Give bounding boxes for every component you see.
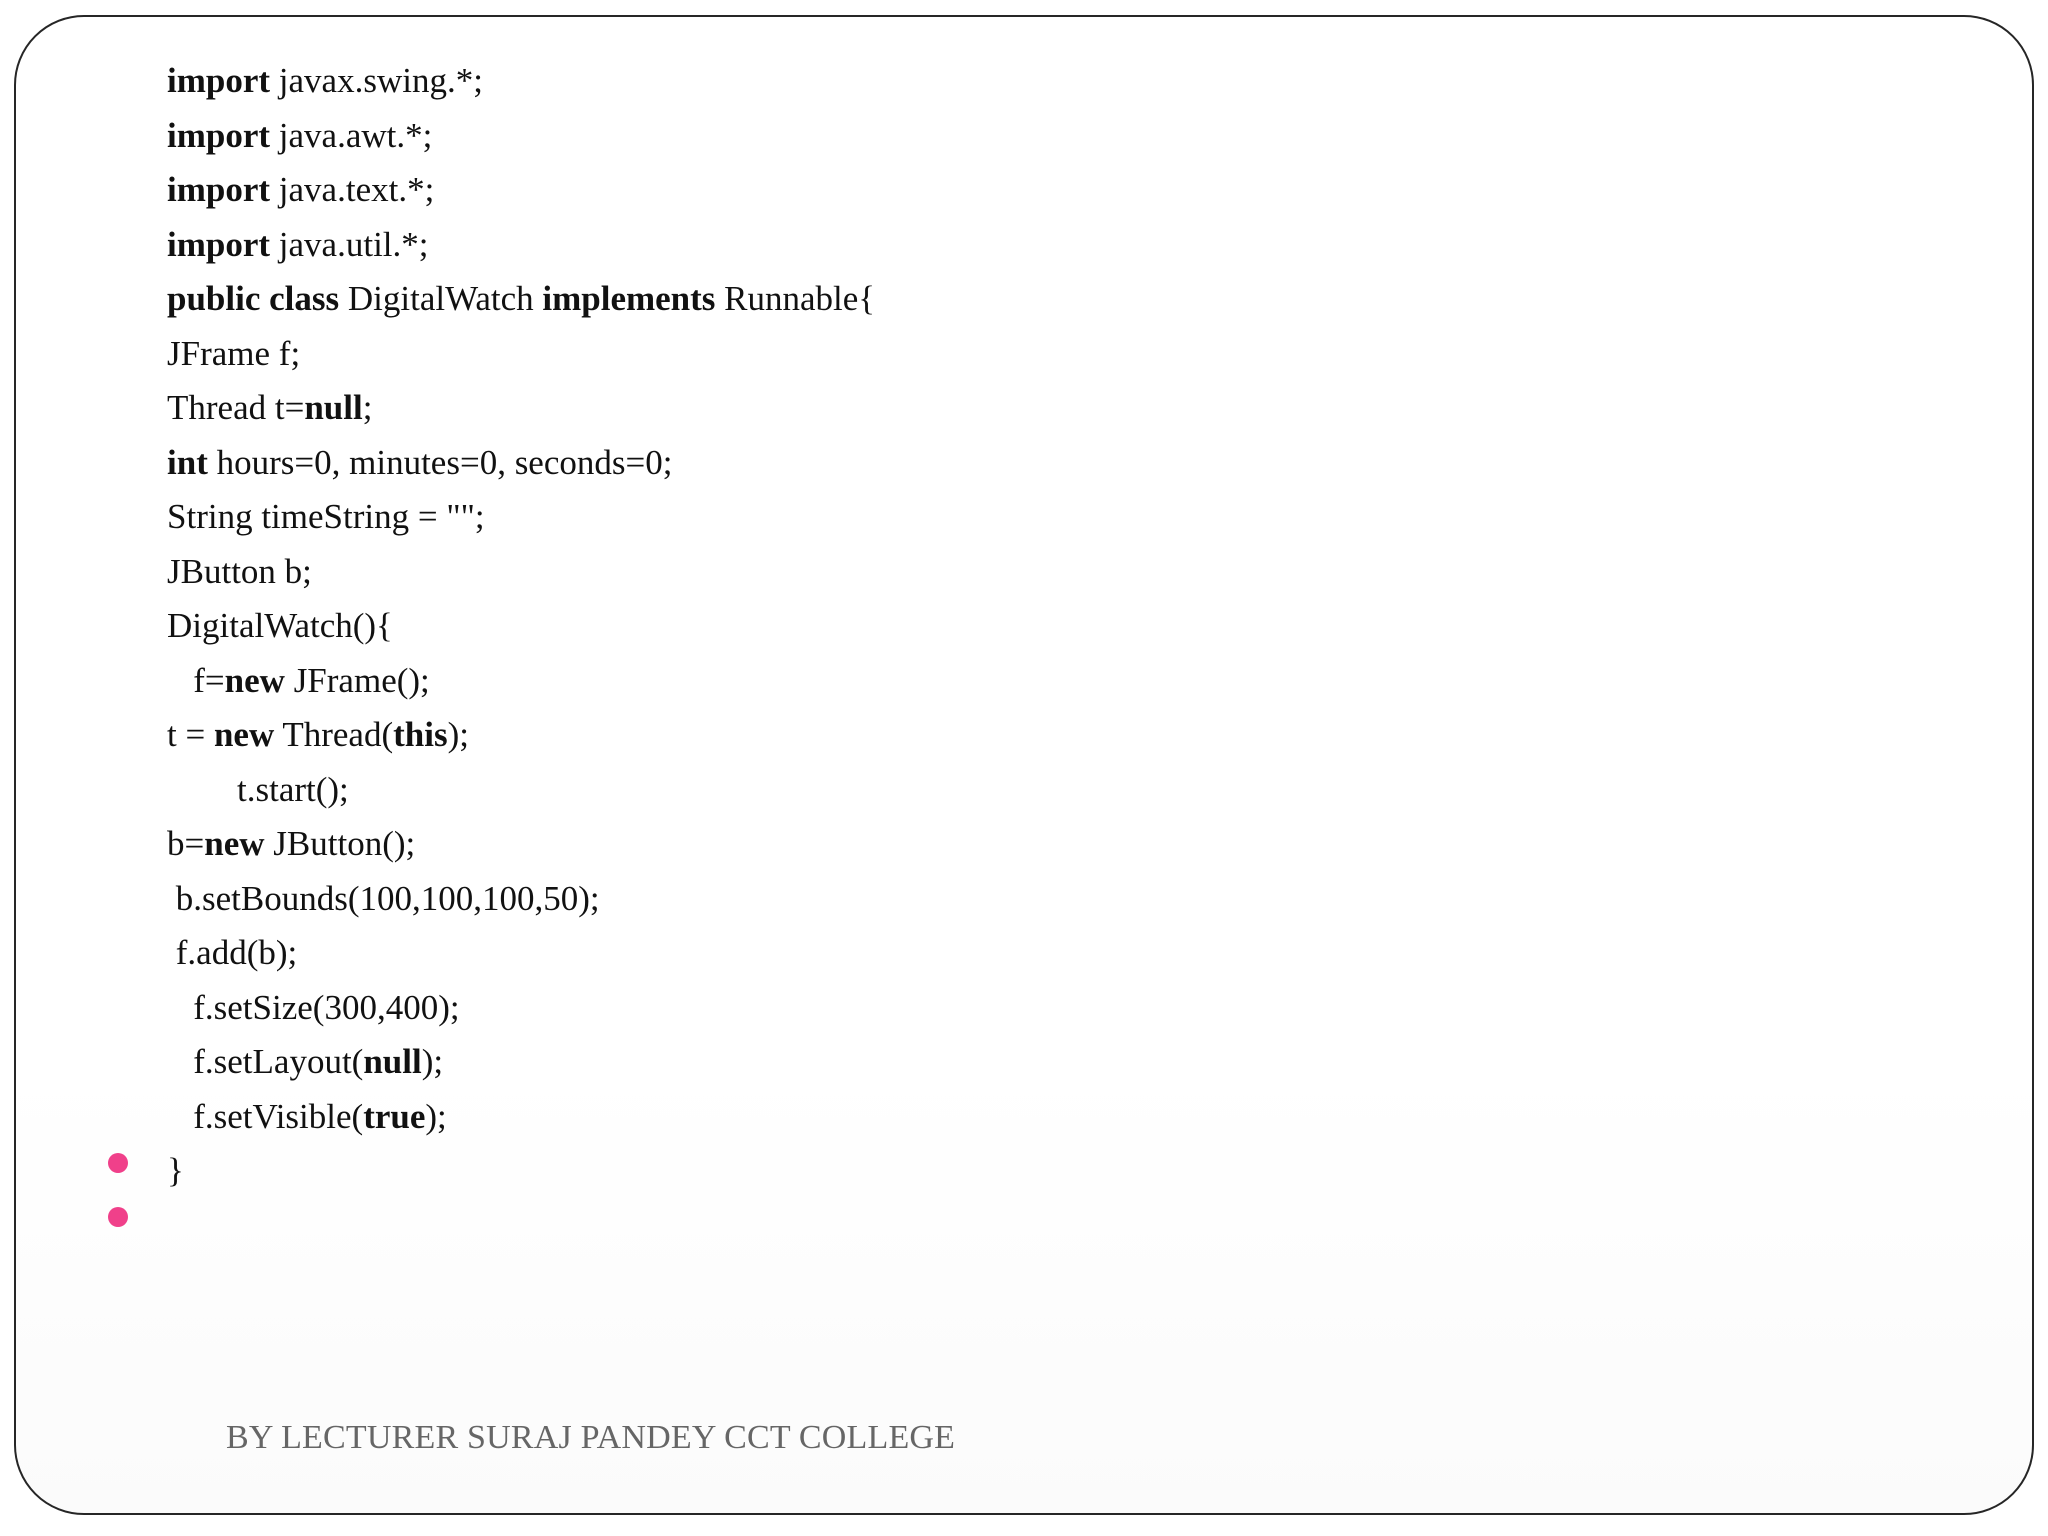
code-line (167, 61, 483, 101)
code-keyword: import (167, 170, 271, 209)
code-line (167, 770, 349, 810)
code-line (167, 225, 429, 265)
code-text: java.awt.*; (270, 115, 433, 155)
code-line (167, 988, 460, 1028)
code-line (167, 1151, 184, 1191)
footer-credit: BY LECTURER SURAJ PANDEY CCT COLLEGE (226, 1419, 956, 1456)
code-line (167, 933, 297, 973)
code-line (167, 443, 672, 483)
code-keyword: new (213, 715, 275, 754)
code-keyword: this (393, 715, 448, 754)
code-keyword: import (167, 115, 271, 155)
code-keyword: null (304, 388, 363, 427)
code-text: javax.swing.*; (270, 61, 483, 100)
code-line (167, 879, 600, 919)
code-text: java.text.*; (270, 170, 435, 209)
bullet-dot-2 (108, 1207, 128, 1227)
code-line (167, 1042, 443, 1082)
code-text: java.util.*; (270, 224, 429, 264)
code-keyword: true (363, 1096, 426, 1136)
code-line (167, 552, 312, 592)
code-text: String timeString = ""; (167, 497, 485, 536)
code-text: ; (362, 388, 373, 427)
code-text: hours=0, minutes=0, seconds=0; (207, 442, 673, 482)
code-line (167, 334, 300, 374)
code-keyword: import (167, 61, 271, 100)
code-text: Thread t= (167, 388, 305, 427)
code-text: JFrame(); (284, 660, 430, 700)
code-line (167, 661, 430, 701)
code-text: JButton(); (264, 824, 416, 863)
code-keyword: new (224, 660, 285, 700)
code-text: f.add(b); (167, 933, 298, 972)
code-text: f.setLayout( (167, 1042, 364, 1081)
code-text: f= (167, 660, 225, 700)
code-text: DigitalWatch (339, 279, 543, 318)
code-keyword: null (363, 1042, 422, 1081)
code-text: } (167, 1151, 184, 1190)
code-text: ); (421, 1042, 444, 1081)
code-keyword: implements (542, 279, 716, 318)
code-keyword: public class (167, 279, 340, 318)
code-text: b= (167, 824, 205, 863)
code-text: f.setSize(300,400); (167, 987, 460, 1027)
code-text: JButton b; (167, 551, 312, 591)
code-line (167, 1097, 447, 1137)
code-line (167, 170, 434, 210)
code-text: DigitalWatch(){ (167, 606, 393, 645)
code-line (167, 279, 875, 319)
code-keyword: int (167, 442, 208, 482)
bullet-dot-1 (108, 1153, 128, 1173)
code-text: b.setBounds(100,100,100,50); (167, 878, 600, 918)
code-text: JFrame f; (167, 333, 301, 373)
code-line (167, 715, 469, 755)
code-line (167, 824, 415, 864)
code-text: f.setVisible( (167, 1096, 364, 1136)
code-text: t = (167, 715, 214, 754)
code-line (167, 116, 432, 156)
code-line (167, 606, 393, 646)
code-text: ); (447, 715, 469, 754)
code-text: Runnable{ (715, 279, 876, 318)
code-text: Thread( (274, 715, 394, 754)
code-keyword: import (167, 224, 271, 264)
code-line (167, 388, 372, 428)
code-text: t.start(); (167, 769, 349, 809)
code-keyword: new (204, 824, 265, 863)
code-text: ); (425, 1096, 447, 1136)
code-line (167, 497, 485, 537)
